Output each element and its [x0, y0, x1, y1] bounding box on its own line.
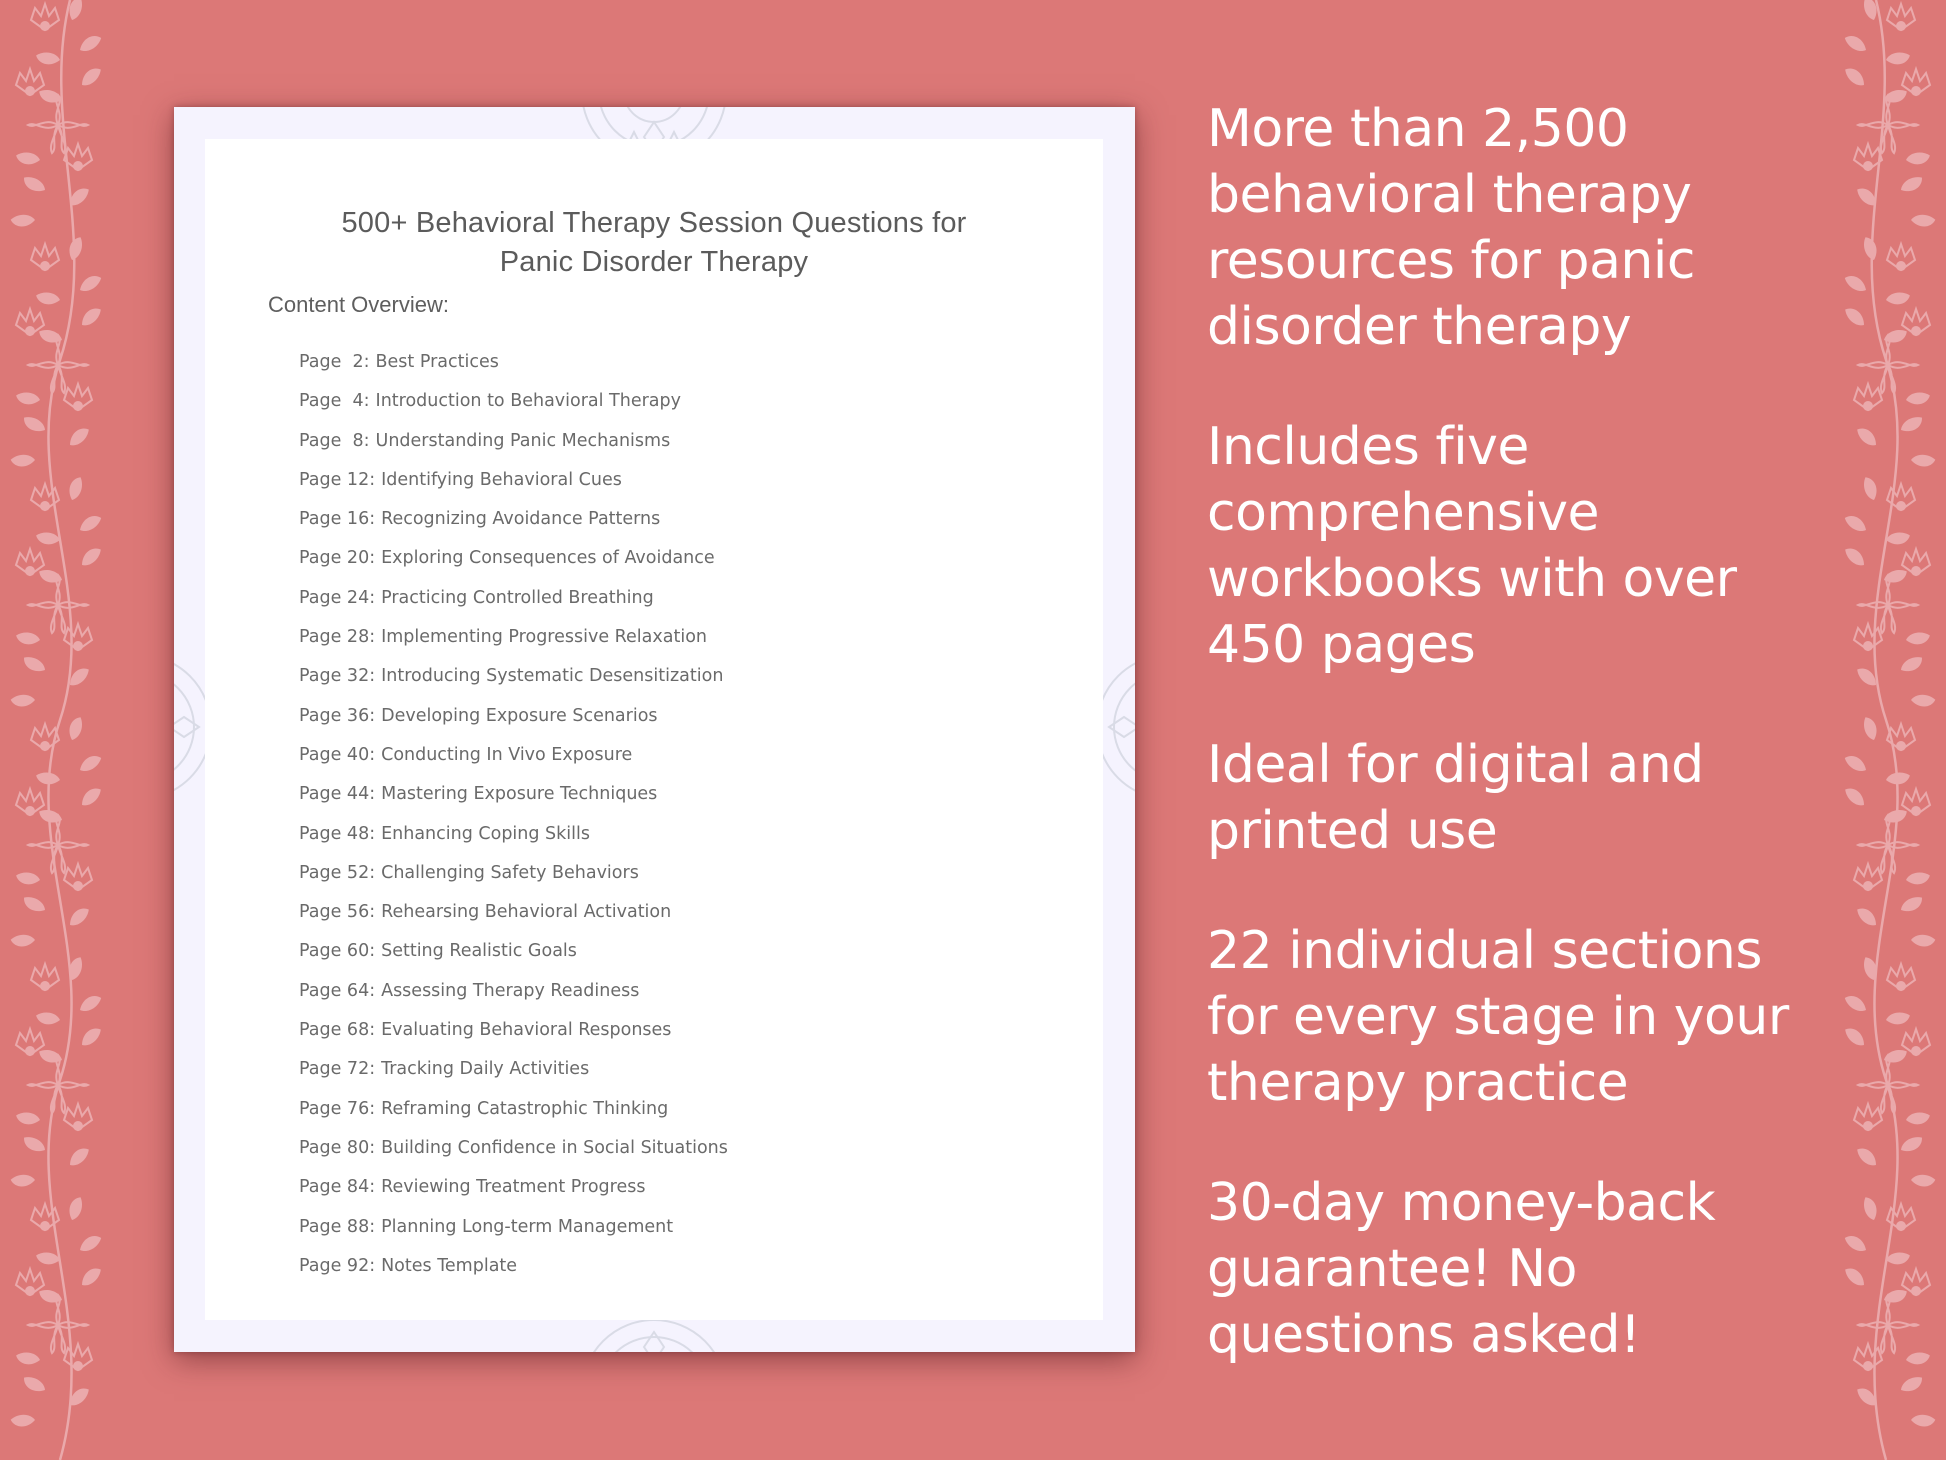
toc-page-number: Page 32:: [299, 666, 376, 687]
toc-title: Notes Template: [381, 1255, 518, 1276]
toc-title: Recognizing Avoidance Patterns: [381, 509, 661, 530]
toc-page-number: Page 80:: [299, 1137, 376, 1158]
toc-title: Practicing Controlled Breathing: [381, 587, 654, 608]
feature-line: guarantee! No: [1207, 1239, 1577, 1299]
feature-line: More than 2,500: [1207, 99, 1629, 159]
toc-item: [299, 461, 728, 500]
toc-page-number: Page 88:: [299, 1216, 376, 1237]
toc-item: [299, 775, 728, 814]
toc-page-number: Page 4:: [299, 391, 370, 412]
feature-digital-print: [1207, 732, 1807, 864]
toc-item: [299, 736, 728, 775]
toc-item: [299, 1090, 728, 1129]
toc-title: Exploring Consequences of Avoidance: [381, 548, 715, 569]
feature-line: for every stage in your: [1207, 987, 1789, 1047]
feature-line: 30-day money-back: [1207, 1173, 1716, 1233]
toc-item: [299, 618, 728, 657]
toc-title: Introducing Systematic Desensitization: [381, 666, 724, 687]
feature-resources-count: [1207, 96, 1807, 360]
table-of-contents: [299, 343, 728, 1286]
toc-item: [299, 500, 728, 539]
toc-page-number: Page 8:: [299, 430, 370, 451]
feature-workbooks: [1207, 414, 1807, 678]
feature-line: printed use: [1207, 801, 1498, 861]
toc-page-number: Page 28:: [299, 627, 376, 648]
toc-item: [299, 697, 728, 736]
feature-guarantee: [1207, 1170, 1807, 1368]
floral-vine-left-icon: [0, 0, 140, 1460]
toc-item: [299, 1208, 728, 1247]
toc-page-number: Page 24:: [299, 587, 376, 608]
document-title: [205, 204, 1103, 282]
feature-line: 22 individual sections: [1207, 921, 1762, 981]
toc-page-number: Page 68:: [299, 1020, 376, 1041]
feature-line: behavioral therapy: [1207, 165, 1692, 225]
toc-page-number: Page 76:: [299, 1098, 376, 1119]
feature-sections: [1207, 918, 1807, 1116]
toc-title: Developing Exposure Scenarios: [381, 705, 658, 726]
toc-page-number: Page 60:: [299, 941, 376, 962]
toc-item: [299, 1011, 728, 1050]
toc-page-number: Page 84:: [299, 1177, 376, 1198]
toc-page-number: Page 64:: [299, 980, 376, 1001]
feature-line: disorder therapy: [1207, 297, 1632, 357]
toc-page-number: Page 12:: [299, 469, 376, 490]
toc-page-number: Page 44:: [299, 784, 376, 805]
mandala-icon: [504, 1317, 804, 1352]
toc-item: [299, 893, 728, 932]
feature-line: Includes five: [1207, 417, 1529, 477]
feature-line: workbooks with over: [1207, 549, 1737, 609]
feature-line: questions asked!: [1207, 1305, 1641, 1365]
toc-page-number: Page 56:: [299, 902, 376, 923]
toc-title: Implementing Progressive Relaxation: [381, 627, 707, 648]
feature-line: therapy practice: [1207, 1053, 1629, 1113]
toc-page-number: Page 16:: [299, 509, 376, 530]
toc-page-number: Page 52:: [299, 862, 376, 883]
toc-item: [299, 1247, 728, 1286]
feature-line: resources for panic: [1207, 231, 1695, 291]
document-preview: [174, 107, 1135, 1352]
toc-title: Challenging Safety Behaviors: [381, 862, 639, 883]
toc-title: Planning Long-term Management: [381, 1216, 674, 1237]
toc-item: [299, 539, 728, 578]
toc-page-number: Page 92:: [299, 1255, 376, 1276]
feature-line: comprehensive: [1207, 483, 1600, 543]
toc-page-number: Page 72:: [299, 1059, 376, 1080]
toc-page-number: Page 20:: [299, 548, 376, 569]
toc-item: [299, 579, 728, 618]
toc-item: [299, 1168, 728, 1207]
toc-item: [299, 815, 728, 854]
feature-list: [1207, 96, 1807, 1422]
toc-title: Mastering Exposure Techniques: [381, 784, 658, 805]
floral-vine-right-icon: [1806, 0, 1946, 1460]
toc-title: Setting Realistic Goals: [381, 941, 577, 962]
toc-item: [299, 932, 728, 971]
toc-title: Reframing Catastrophic Thinking: [381, 1098, 669, 1119]
toc-title: Evaluating Behavioral Responses: [381, 1020, 672, 1041]
document-title-line: Panic Disorder Therapy: [499, 246, 809, 279]
toc-title: Introduction to Behavioral Therapy: [375, 391, 681, 412]
toc-title: Rehearsing Behavioral Activation: [381, 902, 672, 923]
toc-item: [299, 1129, 728, 1168]
toc-title: Conducting In Vivo Exposure: [381, 744, 633, 765]
feature-line: Ideal for digital and: [1207, 735, 1704, 795]
toc-page-number: Page 48:: [299, 823, 376, 844]
toc-item: [299, 854, 728, 893]
toc-title: Understanding Panic Mechanisms: [375, 430, 671, 451]
toc-title: Building Confidence in Social Situations: [381, 1137, 728, 1158]
toc-item: [299, 422, 728, 461]
toc-title: Best Practices: [375, 352, 499, 372]
toc-title: Enhancing Coping Skills: [381, 823, 590, 844]
document-title-line: 500+ Behavioral Therapy Session Questions for: [341, 207, 967, 240]
toc-title: Reviewing Treatment Progress: [381, 1177, 646, 1198]
toc-item: [299, 1050, 728, 1089]
toc-page-number: Page 36:: [299, 705, 376, 726]
feature-line: 450 pages: [1207, 615, 1476, 675]
document-page: [205, 139, 1103, 1320]
toc-page-number: Page 2:: [299, 352, 370, 372]
toc-item: [299, 972, 728, 1011]
toc-title: Identifying Behavioral Cues: [381, 469, 622, 490]
content-overview-label: Content Overview:: [268, 292, 449, 317]
toc-page-number: Page 40:: [299, 744, 376, 765]
toc-item: [299, 382, 728, 421]
toc-item: [299, 657, 728, 696]
toc-item: [299, 343, 728, 382]
toc-title: Assessing Therapy Readiness: [381, 980, 640, 1001]
toc-title: Tracking Daily Activities: [381, 1059, 590, 1080]
